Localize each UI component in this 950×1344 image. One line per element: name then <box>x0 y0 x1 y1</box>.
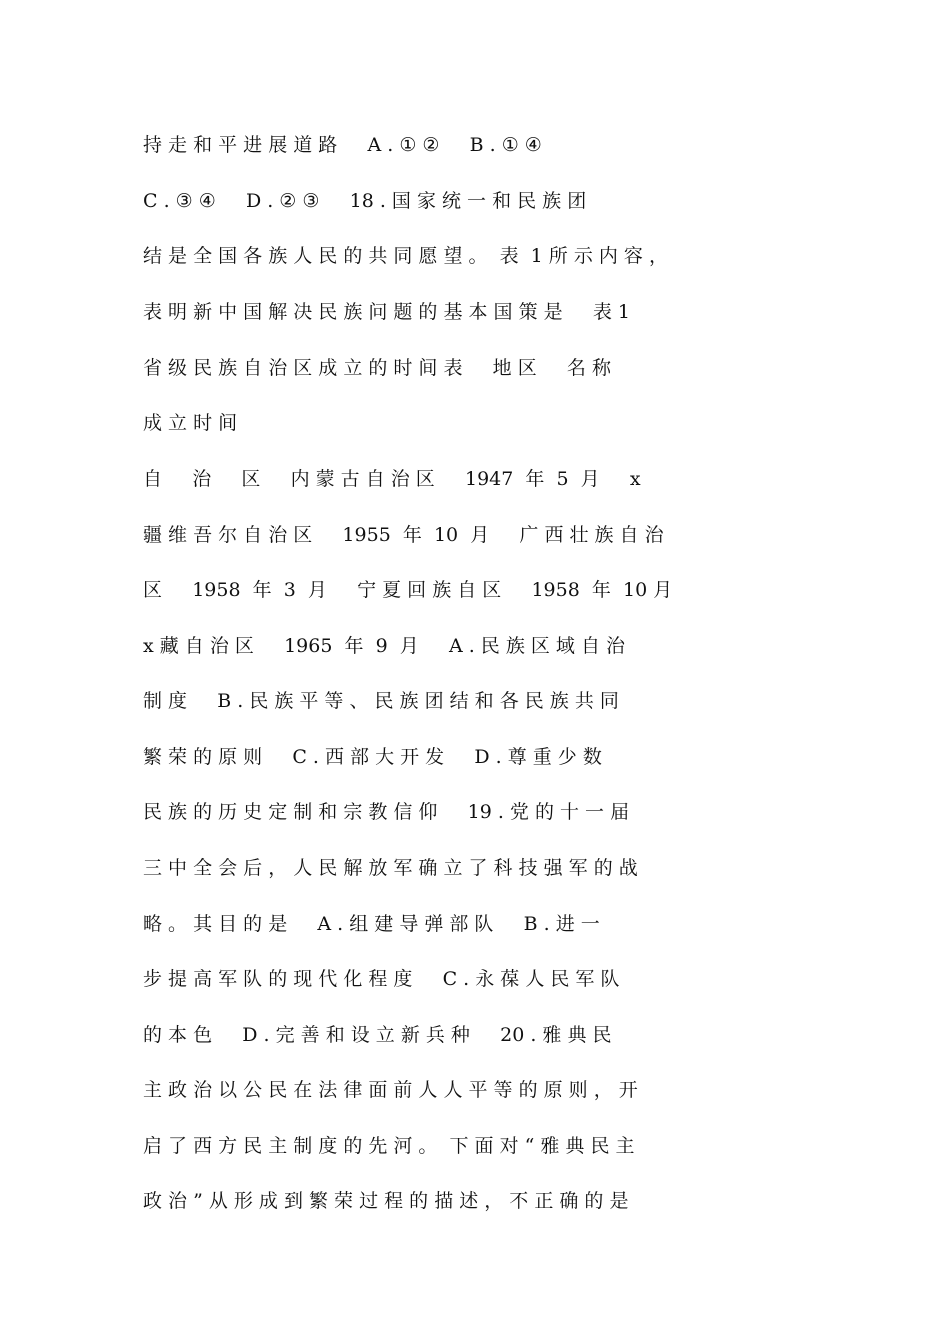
text-line: 启 了 西 方 民 主 制 度 的 先 河 。 下 面 对 “ 雅 典 民 主 <box>143 1135 635 1157</box>
text-line: x 藏 自 治 区 1965 年 9 月 A . 民 族 区 域 自 治 <box>143 635 625 657</box>
text-line: 步 提 高 军 队 的 现 代 化 程 度 C . 永 葆 人 民 军 队 <box>143 968 620 990</box>
text-line: C . ③ ④ D . ② ③ 18 . 国 家 统 一 和 民 族 团 <box>143 190 587 212</box>
text-line: 主 政 治 以 公 民 在 法 律 面 前 人 人 平 等 的 原 则 ， 开 <box>143 1079 638 1101</box>
text-line: 表 明 新 中 国 解 决 民 族 问 题 的 基 本 国 策 是 表 1 <box>143 301 630 323</box>
text-line: 政 治 ” 从 形 成 到 繁 荣 过 程 的 描 述 ， 不 正 确 的 是 <box>143 1190 629 1212</box>
text-line: 持 走 和 平 进 展 道 路 A . ① ② B . ① ④ <box>143 134 542 156</box>
text-line: 自 治 区 内 蒙 古 自 治 区 1947 年 5 月 x <box>143 468 641 490</box>
text-line: 疆 维 吾 尔 自 治 区 1955 年 10 月 广 西 壮 族 自 治 <box>143 524 664 546</box>
text-line: 制 度 B . 民 族 平 等 、 民 族 团 结 和 各 民 族 共 同 <box>143 690 619 712</box>
text-line: 省 级 民 族 自 治 区 成 立 的 时 间 表 地 区 名 称 <box>143 357 611 379</box>
text-line: 民 族 的 历 史 定 制 和 宗 教 信 仰 19 . 党 的 十 一 届 <box>143 801 630 823</box>
text-line: 结 是 全 国 各 族 人 民 的 共 同 愿 望 。 表 1 所 示 内 容 ， <box>143 245 668 267</box>
text-line: 成 立 时 间 <box>143 412 238 434</box>
text-line: 区 1958 年 3 月 宁 夏 回 族 自 区 1958 年 10 月 <box>143 579 673 601</box>
text-line: 三 中 全 会 后 ， 人 民 解 放 军 确 立 了 科 技 强 军 的 战 <box>143 857 638 879</box>
text-line: 繁 荣 的 原 则 C . 西 部 大 开 发 D . 尊 重 少 数 <box>143 746 602 768</box>
text-line: 略 。 其 目 的 是 A . 组 建 导 弹 部 队 B . 进 一 <box>143 913 600 935</box>
text-line: 的 本 色 D . 完 善 和 设 立 新 兵 种 20 . 雅 典 民 <box>143 1024 612 1046</box>
